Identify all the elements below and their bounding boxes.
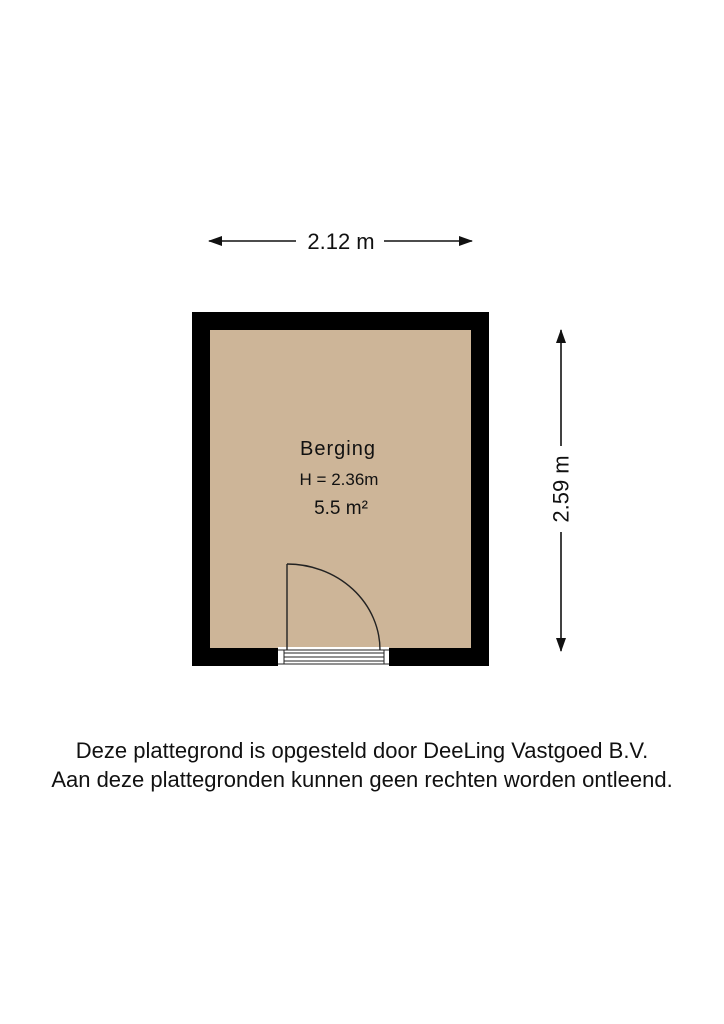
depth-dimension — [549, 330, 574, 651]
room-berging — [192, 312, 489, 667]
disclaimer-line-1: Deze plattegrond is opgesteld door DeeLing Vastgoed B.V. — [75, 738, 649, 763]
disclaimer-line-2: Aan deze plattegronden kunnen geen rechten worden ontleend. — [51, 767, 673, 792]
room-name-label: Berging — [300, 438, 376, 460]
width-dimension — [209, 229, 472, 254]
width-dimension-label: 2.12 m — [307, 229, 375, 254]
room-floor — [210, 330, 471, 648]
room-area-label: 5.5 m² — [314, 498, 368, 519]
room-height-label: H = 2.36m — [299, 470, 379, 489]
depth-dimension-label: 2.59 m — [548, 455, 574, 523]
disclaimer — [0, 736, 724, 794]
